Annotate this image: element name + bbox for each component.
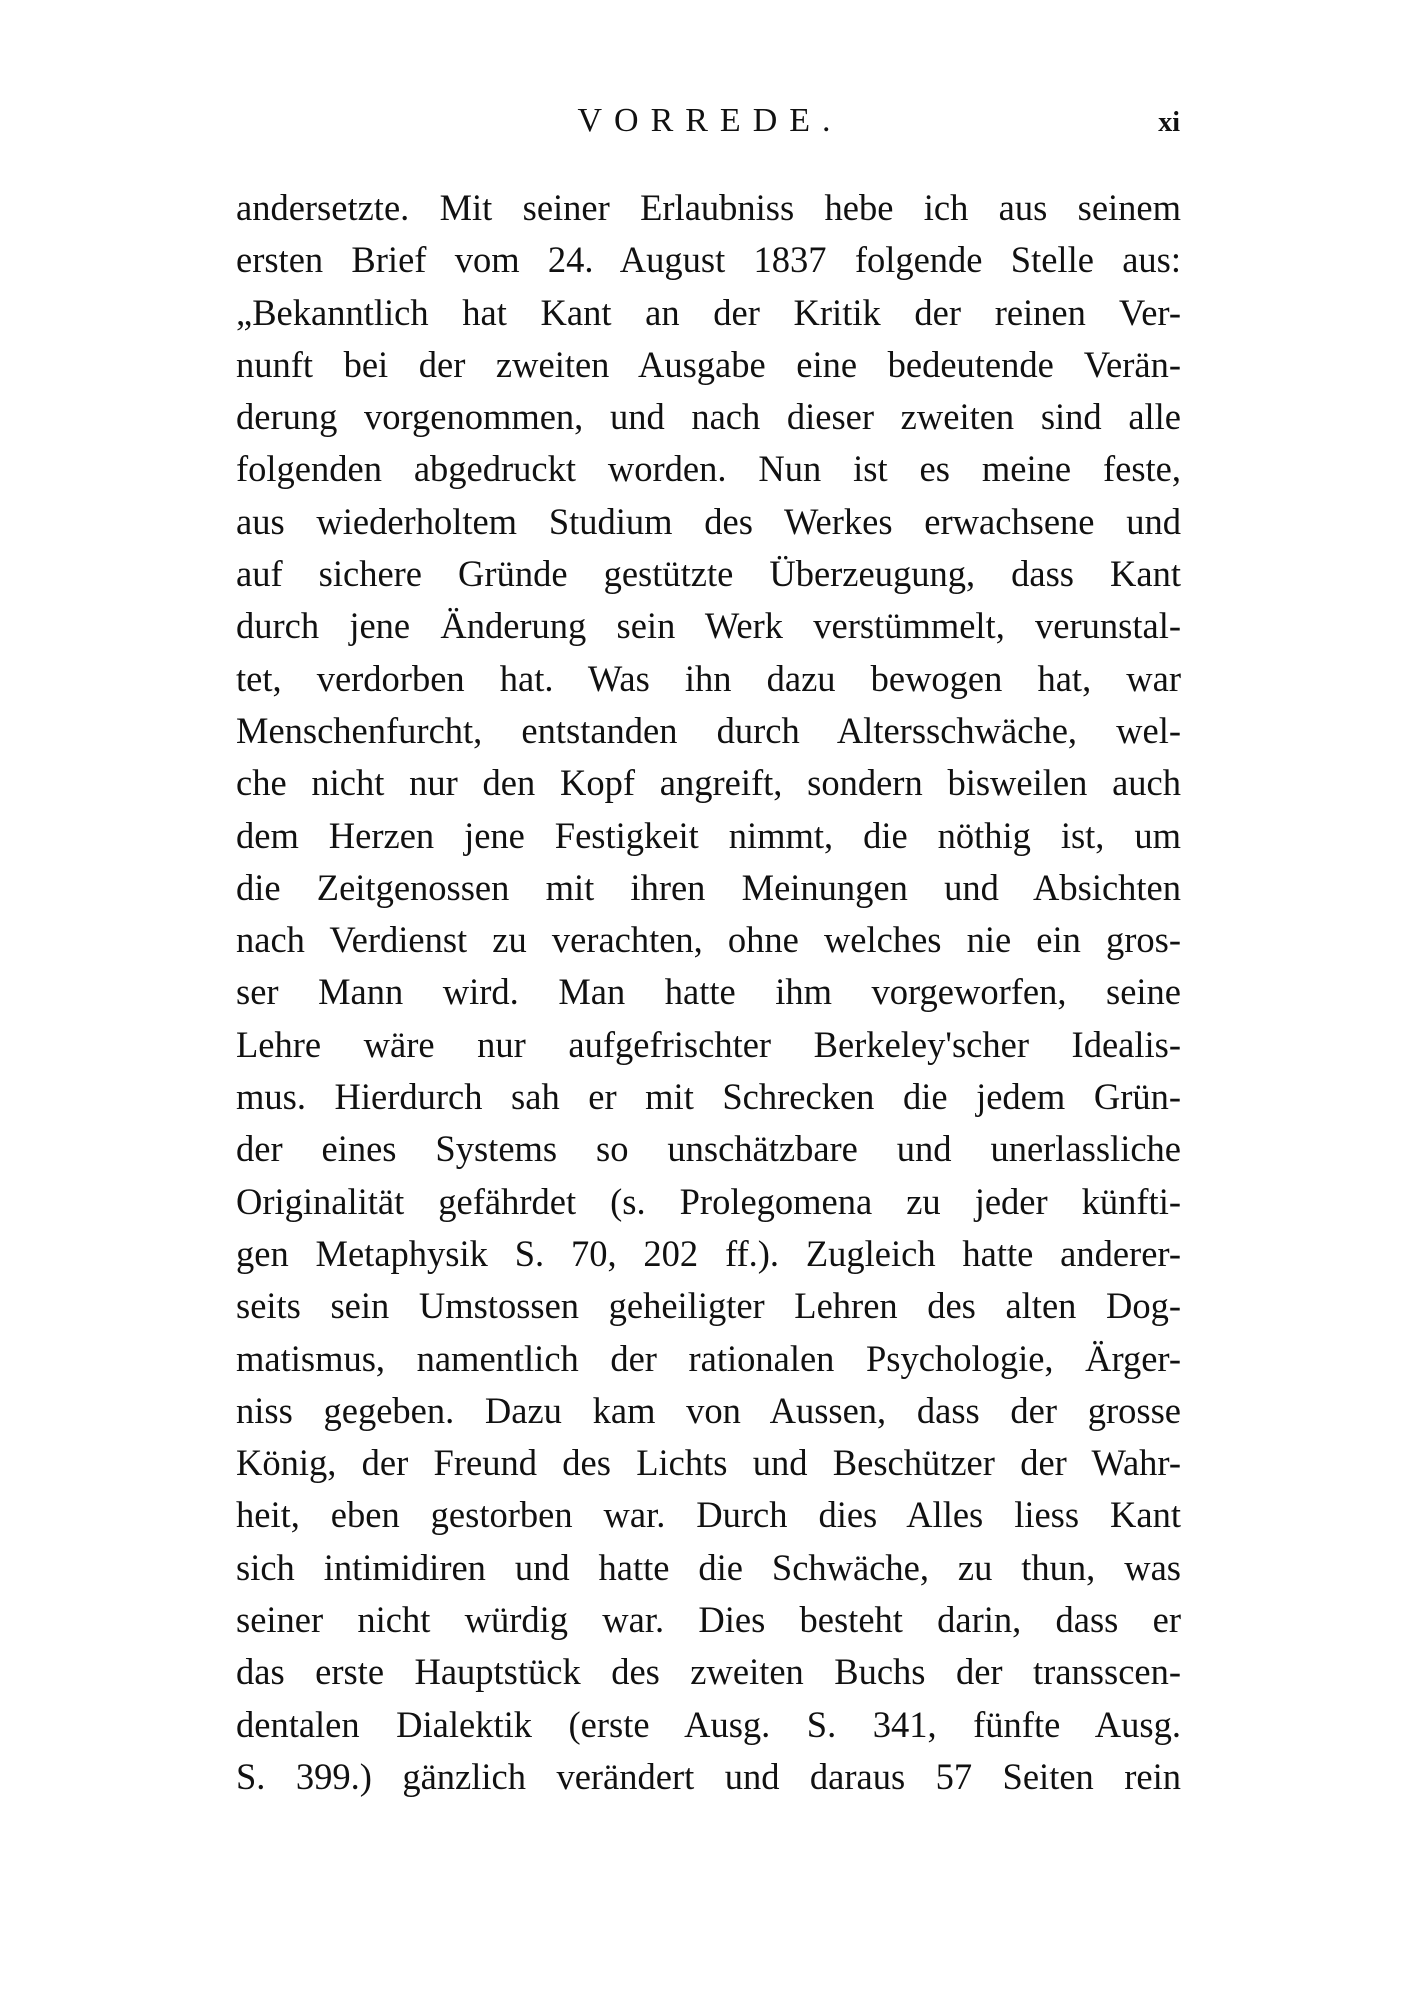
text-line: folgenden abgedruckt worden. Nun ist es meine feste, (236, 448, 1181, 490)
text-line: tet, verdorben hat. Was ihn dazu bewogen hat, war (236, 657, 1181, 699)
page-number: xi (1158, 107, 1180, 138)
text-line: seiner nicht würdig war. Dies besteht darin, dass er (236, 1599, 1181, 1641)
text-line: auf sichere Gründe gestützte Überzeugung, dass Kant (236, 553, 1181, 595)
text-line: nach Verdienst zu verachten, ohne welches nie ein gros- (236, 919, 1181, 961)
text-line: S. 399.) gänzlich verändert und daraus 57 Seiten rein (236, 1755, 1181, 1797)
text-line: ser Mann wird. Man hatte ihm vorgeworfen, seine (236, 971, 1181, 1013)
text-line: mus. Hierdurch sah er mit Schrecken die jedem Grün- (236, 1076, 1181, 1118)
text-line: König, der Freund des Lichts und Beschützer der Wahr- (236, 1442, 1181, 1484)
text-line: ersten Brief vom 24. August 1837 folgende Stelle aus: (236, 239, 1181, 281)
text-line: matismus, namentlich der rationalen Psychologie, Ärger- (236, 1337, 1181, 1379)
text-line: heit, eben gestorben war. Durch dies Alles liess Kant (236, 1494, 1181, 1536)
text-line: der eines Systems so unschätzbare und unerlassliche (236, 1128, 1181, 1170)
text-line: Menschenfurcht, entstanden durch Altersschwäche, wel- (236, 709, 1181, 751)
text-line: dem Herzen jene Festigkeit nimmt, die nöthig ist, um (236, 814, 1181, 856)
text-line: Lehre wäre nur aufgefrischter Berkeley'scher Idealis- (236, 1023, 1181, 1065)
text-line: sich intimidiren und hatte die Schwäche, zu thun, was (236, 1546, 1181, 1588)
text-line: che nicht nur den Kopf angreift, sondern bisweilen auch (236, 762, 1181, 804)
text-line: „Bekanntlich hat Kant an der Kritik der reinen Ver- (236, 291, 1181, 333)
body-text (236, 182, 1181, 1803)
text-line: das erste Hauptstück des zweiten Buchs der transscen- (236, 1651, 1181, 1693)
text-line: die Zeitgenossen mit ihren Meinungen und Absichten (236, 866, 1181, 908)
text-line: aus wiederholtem Studium des Werkes erwachsene und (236, 500, 1181, 542)
running-title: VORREDE. (577, 102, 843, 139)
text-line: durch jene Änderung sein Werk verstümmelt, verunstal- (236, 605, 1181, 647)
text-line: gen Metaphysik S. 70, 202 ff.). Zugleich hatte anderer- (236, 1232, 1181, 1274)
text-line: derung vorgenommen, und nach dieser zweiten sind alle (236, 396, 1181, 438)
text-line: andersetzte. Mit seiner Erlaubniss hebe ich aus seinem (236, 187, 1181, 228)
text-line: Originalität gefährdet (s. Prolegomena zu jeder künfti- (236, 1180, 1181, 1222)
text-line: seits sein Umstossen geheiligter Lehren des alten Dog- (236, 1285, 1181, 1327)
text-line: nunft bei der zweiten Ausgabe eine bedeutende Verän- (236, 343, 1181, 385)
running-head (240, 96, 1180, 146)
text-line: dentalen Dialektik (erste Ausg. S. 341, fünfte Ausg. (236, 1703, 1181, 1745)
text-line: niss gegeben. Dazu kam von Aussen, dass der grosse (236, 1389, 1181, 1431)
